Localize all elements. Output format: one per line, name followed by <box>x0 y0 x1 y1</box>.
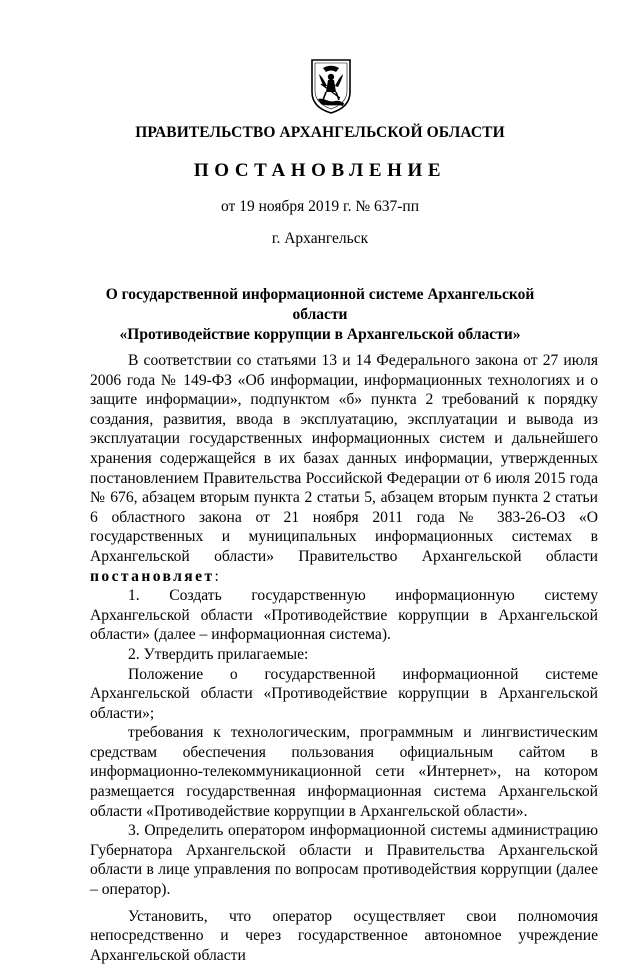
decree-word: постановляет <box>90 567 215 585</box>
government-name: ПРАВИТЕЛЬСТВО АРХАНГЕЛЬСКОЙ ОБЛАСТИ <box>135 124 505 141</box>
document-city: г. Архангельск <box>271 230 369 247</box>
document-title <box>90 285 550 345</box>
item-1-paragraph: 1. Создать государственную информационную систему Архангельской области «Противодействие коррупции в Архангельской области» (далее – информационная система). <box>90 587 598 644</box>
item-2-paragraph: 2. Утвердить прилагаемые: <box>128 645 309 663</box>
document-type: ПОСТАНОВЛЕНИЕ <box>193 160 447 181</box>
document-body <box>90 351 598 965</box>
decree-colon: : <box>214 567 219 585</box>
item-2b-paragraph: требования к технологическим, программным и лингвистическим средствам обеспечения пользования официальным сайтом в информационно-телекоммуникационной сети «Интернет», на котором размещается государственная информационная система Архангельской области «Противодействие коррупции в Архангельской области». <box>90 724 598 820</box>
document-date-number: от 19 ноября 2019 г. № 637-пп <box>221 198 419 215</box>
document-title-line1: О государственной информационной системе Архангельской области <box>105 286 535 323</box>
intro-paragraph <box>90 351 598 586</box>
intro-text: В соответствии со статьями 13 и 14 Федерального закона от 27 июля 2006 года № 149-ФЗ «Об информации, информационных технологиях и о защите информации», подпунктом «б» пункта 2 требований к порядку создания, развития, ввода в эксплуатацию, эксплуатации и вывода из эксплуатации государственных информационных систем и дальнейшего хранения содержащейся в их базах данных информации, утвержденных постановлением Правительства Российской Федерации от 6 июля 2015 года № 676, абзацем вторым пункта 2 статьи 5, абзацем вторым пункта 2 статьи 6 областного закона от 21 ноября 2011 года № 383-26-ОЗ «О государственных и муниципальных информационных системах в Архангельской области» Правительство Архангельской области <box>90 352 598 565</box>
item-4-paragraph: Установить, что оператор осуществляет свои полномочия непосредственно и через государственное автономное учреждение Архангельской области <box>90 907 598 964</box>
coat-of-arms-icon <box>309 58 353 114</box>
item-3-paragraph: 3. Определить оператором информационной системы администрацию Губернатора Архангельской области и Правительства Архангельской области в лице управления по вопросам противодействия коррупции (далее – оператор). <box>90 822 598 899</box>
document-title-line2: «Противодействие коррупции в Архангельской области» <box>119 326 521 343</box>
item-2a-paragraph: Положение о государственной информационной системе Архангельской области «Противодействие коррупции в Архангельской области»; <box>90 665 598 722</box>
